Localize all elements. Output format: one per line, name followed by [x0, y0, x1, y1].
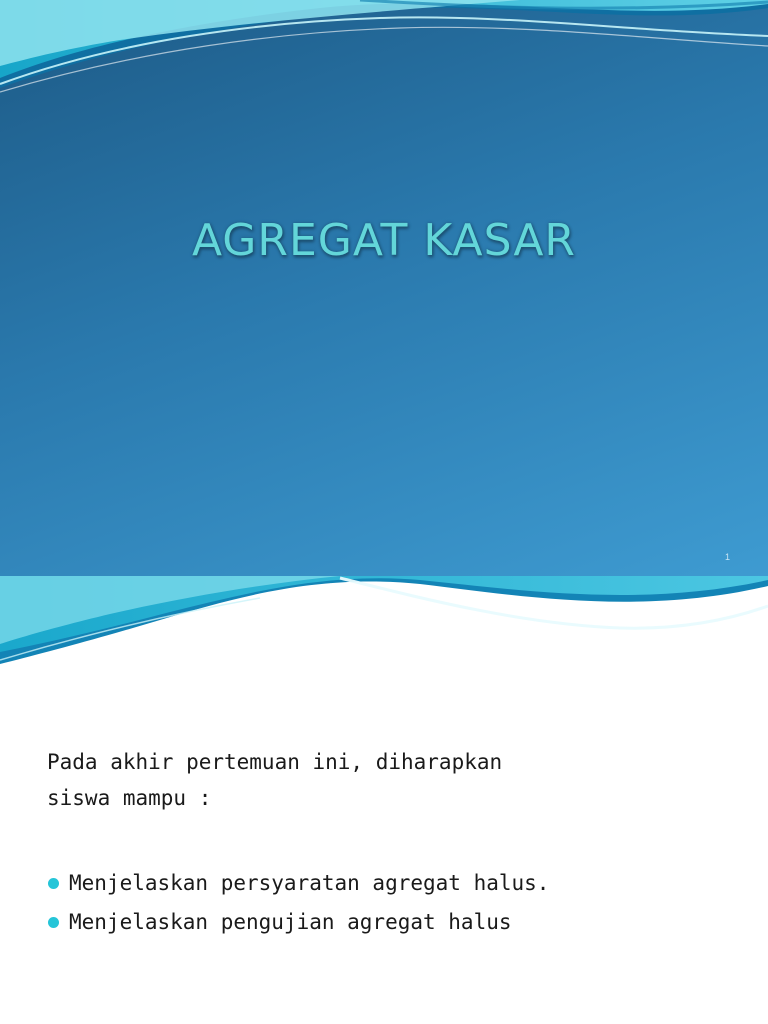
wave-decoration	[0, 576, 768, 676]
bullet-dot-icon	[48, 917, 59, 928]
objectives-list	[47, 864, 747, 942]
slide-number: 1	[724, 552, 730, 562]
intro-line: siswa mampu :	[47, 786, 212, 810]
intro-paragraph	[47, 744, 737, 816]
objectives-slide	[0, 576, 768, 1024]
list-item	[47, 903, 747, 942]
list-item	[47, 864, 747, 903]
intro-line: Pada akhir pertemuan ini, diharapkan	[47, 750, 503, 774]
bullet-dot-icon	[48, 878, 59, 889]
top-wave-decoration	[0, 0, 768, 110]
slide-title: AGREGAT KASAR	[191, 215, 577, 266]
list-item-text: Menjelaskan pengujian agregat halus	[69, 910, 512, 934]
list-item-text: Menjelaskan persyaratan agregat halus.	[69, 871, 550, 895]
